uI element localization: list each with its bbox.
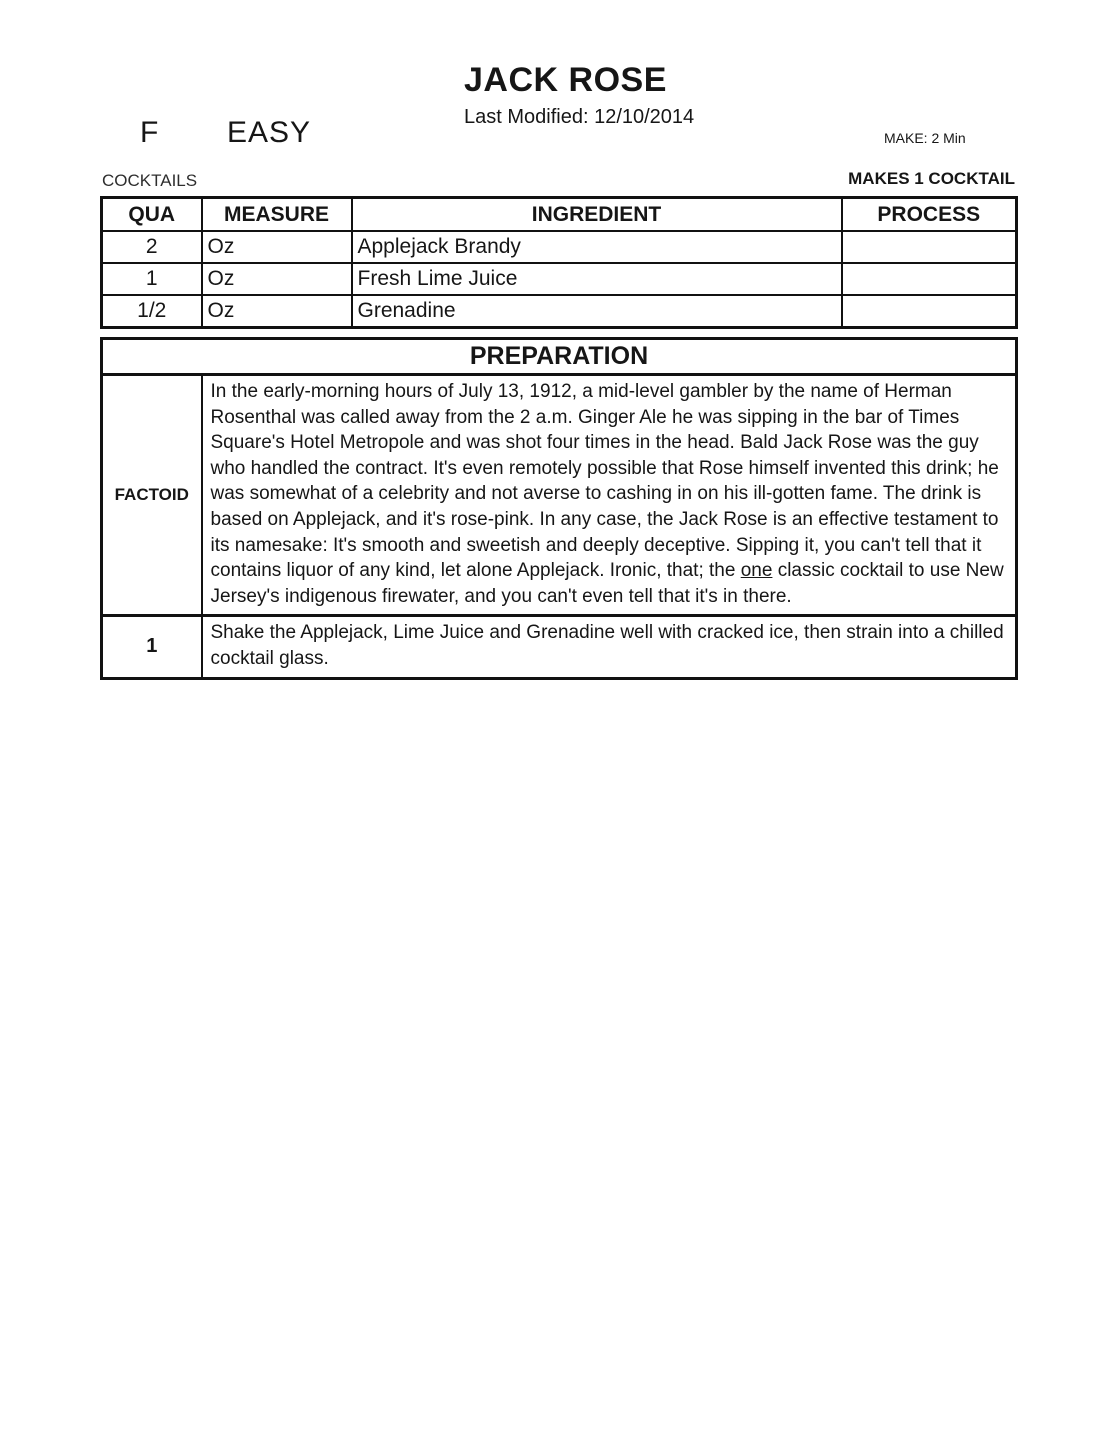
process-cell [842, 295, 1017, 328]
preparation-header: PREPARATION [102, 339, 1017, 375]
measure-cell: Oz [202, 295, 352, 328]
preparation-table [100, 337, 1018, 680]
title-block [464, 62, 694, 129]
step-text: Shake the Applejack, Lime Juice and Grenadine well with cracked ice, then strain into a chilled cocktail glass. [202, 616, 1017, 678]
table-row [102, 295, 1017, 328]
step-number: 1 [102, 616, 202, 678]
make-time-label: MAKE: 2 Min [884, 130, 966, 146]
process-cell [842, 263, 1017, 295]
page-title: JACK ROSE [464, 61, 667, 99]
factoid-text-after: classic cocktail to use New Jersey's indigenous firewater, and you can't even tell that it's in there. [210, 560, 1004, 607]
measure-cell: Oz [202, 231, 352, 263]
process-column-header: PROCESS [842, 198, 1017, 232]
preparation-header-row [102, 339, 1017, 375]
table-row [102, 263, 1017, 295]
qua-cell: 1 [102, 263, 202, 295]
factoid-row [102, 375, 1017, 616]
factoid-text-before: In the early-morning hours of July 13, 1912, a mid-level gambler by the name of Herman Rosenthal was called away from the 2 a.m. Ginger Ale he was sipping in the bar of Times Square's Hotel Metropole and was shot four times in the head. Bald Jack Rose was the guy who handled the contract. It's even remotely possible that Rose himself invented this drink; he was somewhat of a celebrity and not averse to cashing in on his ill-gotten fame. The drink is based on Applejack, and it's rose-pink. In any case, the Jack Rose is an effective testament to its namesake: It's smooth and sweetish and deeply deceptive. Sipping it, you can't tell that it contains liquor of any kind, let alone Applejack. Ironic, that; the [210, 381, 999, 582]
measure-column-header: MEASURE [202, 198, 352, 232]
difficulty-label: EASY [227, 116, 312, 149]
ingredients-header-row [102, 198, 1017, 232]
process-cell [842, 231, 1017, 263]
measure-cell: Oz [202, 263, 352, 295]
factoid-text [202, 375, 1017, 616]
ingredients-table [100, 196, 1018, 329]
qua-column-header: QUA [102, 198, 202, 232]
factoid-text-underlined: one [740, 560, 773, 582]
qua-cell: 2 [102, 231, 202, 263]
last-modified: Last Modified: 12/10/2014 [464, 106, 695, 129]
ingredient-cell: Grenadine [352, 295, 842, 328]
ingredient-column-header: INGREDIENT [352, 198, 842, 232]
ingredient-cell: Applejack Brandy [352, 231, 842, 263]
flag-letter: F [140, 116, 159, 149]
step-row [102, 616, 1017, 678]
qua-cell: 1/2 [102, 295, 202, 328]
factoid-label: FACTOID [102, 375, 202, 616]
table-row [102, 231, 1017, 263]
yield-label: MAKES 1 COCKTAIL [848, 169, 1015, 188]
ingredient-cell: Fresh Lime Juice [352, 263, 842, 295]
category-label: COCKTAILS [102, 171, 198, 190]
